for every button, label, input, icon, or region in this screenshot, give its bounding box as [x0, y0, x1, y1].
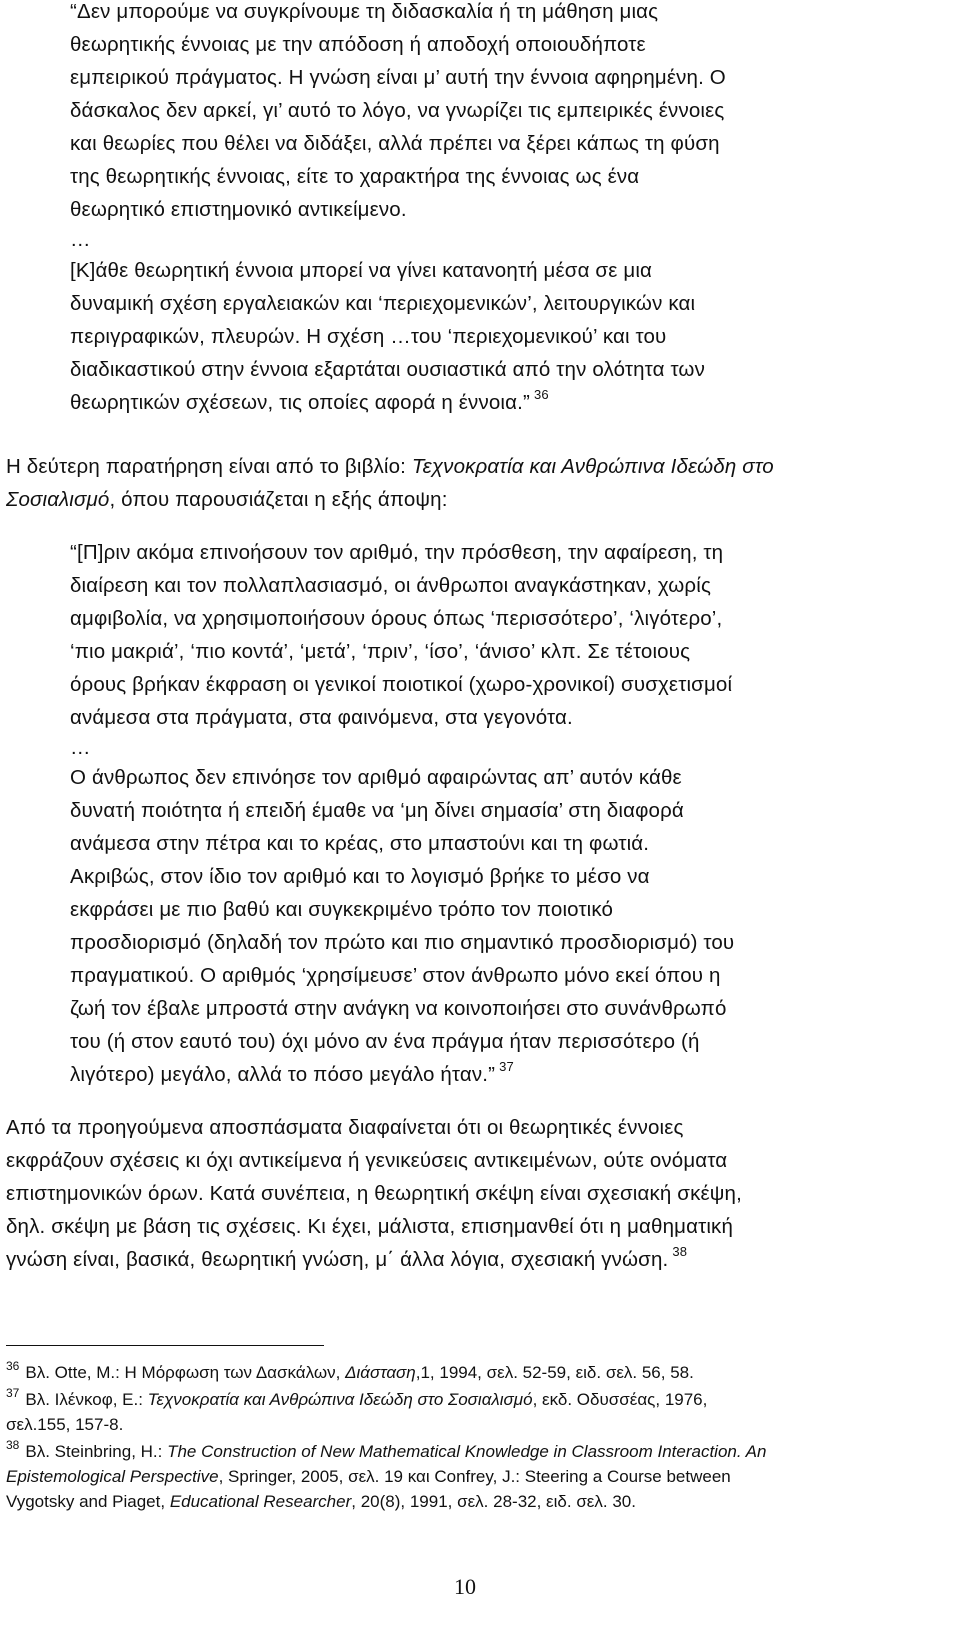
footnote-38-cont2: Vygotsky and Piaget, Educational Researcher, 20(8), 1991, σελ. 28-32, ειδ. σελ. 30.	[6, 1492, 636, 1511]
quote-line-last: θεωρητικών σχέσεων, τις οποίες αφορά η έννοια.” $^{36}$	[70, 387, 549, 414]
quote-line: θεωρητικό επιστημονικό αντικείμενο.	[70, 198, 407, 221]
page-number: 10	[454, 1574, 476, 1599]
body-line: Η δεύτερη παρατήρηση είναι από το βιβλίο: Τεχνοκρατία και Ανθρώπινα Ιδεώδη στο	[6, 455, 774, 478]
body-line: Σοσιαλισμό, όπου παρουσιάζεται η εξής άποψη:	[6, 488, 448, 511]
quote-line: “[Π]ριν ακόμα επινοήσουν τον αριθμό, την πρόσθεση, την αφαίρεση, τη	[70, 541, 724, 564]
body-line: Από τα προηγούμενα αποσπάσματα διαφαίνεται ότι οι θεωρητικές έννοιες	[6, 1116, 684, 1139]
quote-line: ζωή τον έβαλε μπροστά στην ανάγκη να κοινοποιήσει στο συνάνθρωπό	[70, 997, 727, 1020]
quote-line: Ο άνθρωπος δεν επινόησε τον αριθμό αφαιρώντας απ’ αυτόν κάθε	[70, 766, 682, 789]
footnote-37: $^{37}$ Βλ. Ιλένκοφ, Ε.: Τεχνοκρατία και Ανθρώπινα Ιδεώδη στο Σοσιαλισμό, εκδ. Οδυσσέας, 1976,	[6, 1386, 708, 1409]
quote-line: δάσκαλος δεν αρκεί, γι’ αυτό το λόγο, να γνωρίζει τις εμπειρικές έννοιες	[70, 99, 725, 122]
body-line: επιστημονικών όρων. Κατά συνέπεια, η θεωρητική σκέψη είναι σχεσιακή σκέψη,	[6, 1182, 742, 1205]
quote-line: δυνατή ποιότητα ή επειδή έμαθε να ‘μη δίνει σημασία’ στη διαφορά	[70, 799, 684, 822]
quote-line: εκφράσει με πιο βαθύ και συγκεκριμένο τρόπο τον ποιοτικό	[70, 898, 614, 921]
quote-line: αμφιβολία, να χρησιμοποιήσουν όρους όπως ‘περισσότερο’, ‘λιγότερο’,	[70, 607, 723, 630]
quote-line: εμπειρικού πράγματος. Η γνώση είναι μ’ αυτή την έννοια αφηρημένη. Ο	[70, 66, 726, 89]
book-title: Τεχνοκρατία και Ανθρώπινα Ιδεώδη στο	[411, 455, 774, 478]
footnote-37-cont: σελ.155, 157-8.	[6, 1415, 124, 1434]
quote-line: ανάμεσα στα πράγματα, στα φαινόμενα, στα γεγονότα.	[70, 706, 573, 729]
footnote-36: $^{36}$ Βλ. Otte, M.: Η Μόρφωση των Δασκάλων, Διάσταση,1, 1994, σελ. 52-59, ειδ. σελ. 56, 58.	[6, 1359, 694, 1382]
footnote-ref-36[interactable]: 36	[533, 387, 549, 402]
quote-line: θεωρητικής έννοιας με την απόδοση ή αποδοχή οποιουδήποτε	[70, 33, 646, 56]
body-line: δηλ. σκέψη με βάση τις σχέσεις. Κι έχει, μάλιστα, επισημανθεί ότι η μαθηματική	[6, 1215, 733, 1238]
quote-line: διαδικαστικού στην έννοια εξαρτάται ουσιαστικά από την ολότητα των	[70, 358, 705, 381]
quote-line: [Κ]άθε θεωρητική έννοια μπορεί να γίνει κατανοητή μέσα σε μια	[70, 259, 653, 282]
quote-line: διαίρεση και τον πολλαπλασιασμό, οι άνθρωποι αναγκάστηκαν, χωρίς	[70, 574, 711, 597]
footnote-ref-37[interactable]: 37	[499, 1059, 514, 1074]
footnote-ref-38[interactable]: 38	[672, 1244, 688, 1259]
ellipsis-line: …	[70, 228, 91, 251]
quote-line: του (ή στον εαυτό του) όχι μόνο αν ένα πράγμα ήταν περισσότερο (ή	[70, 1030, 700, 1053]
footnote-38: $^{38}$ Βλ. Steinbring, H.: The Construction of New Mathematical Knowledge in Classroom Interaction. An	[6, 1438, 767, 1461]
quote-line: ‘πιο μακριά’, ‘πιο κοντά’, ‘μετά’, ‘πριν’, ‘ίσο’, ‘άνισο’ κλπ. Σε τέτοιους	[70, 640, 691, 663]
quote-line: πραγματικού. Ο αριθμός ‘χρησίμευσε’ στον άνθρωπο μόνο εκεί όπου η	[70, 964, 721, 987]
footnote-separator	[6, 1345, 324, 1346]
quote-line: όρους βρήκαν έκφραση οι γενικοί ποιοτικοί (χωρο-χρονικοί) συσχετισμοί	[70, 673, 733, 696]
quote-line: “Δεν μπορούμε να συγκρίνουμε τη διδασκαλία ή τη μάθηση μιας	[70, 0, 659, 23]
footnote-38-cont: Epistemological Perspective, Springer, 2005, σελ. 19 και Confrey, J.: Steering a Course between	[6, 1467, 731, 1486]
ellipsis-line: …	[70, 736, 91, 759]
quote-line: και θεωρίες που θέλει να διδάξει, αλλά πρέπει να ξέρει κάπως τη φύση	[70, 132, 720, 155]
quote-line: περιγραφικών, πλευρών. Η σχέση …του ‘περιεχομενικού’ και του	[70, 325, 667, 348]
quote-line: προσδιορισμό (δηλαδή τον πρώτο και πιο σημαντικό προσδιορισμό) του	[70, 931, 735, 954]
quote-line: ανάμεσα στην πέτρα και το κρέας, στο μπαστούνι και τη φωτιά.	[70, 832, 650, 855]
quote-line: Ακριβώς, στον ίδιο τον αριθμό και το λογισμό βρήκε το μέσο να	[70, 865, 650, 888]
body-line-last: γνώση είναι, βασικά, θεωρητική γνώση, μ΄ άλλα λόγια, σχεσιακή γνώση. $^{38}$	[6, 1244, 688, 1271]
body-line: εκφράζουν σχέσεις κι όχι αντικείμενα ή γενικεύσεις αντικειμένων, ούτε ονόματα	[6, 1149, 728, 1172]
quote-line: της θεωρητικής έννοιας, είτε το χαρακτήρα της έννοιας ως ένα	[70, 165, 640, 188]
quote-line-last: λιγότερο) μεγάλο, αλλά το πόσο μεγάλο ήταν.” $^{37}$	[70, 1059, 514, 1086]
quote-line: δυναμική σχέση εργαλειακών και ‘περιεχομενικών’, λειτουργικών και	[70, 292, 696, 315]
book-title-cont: Σοσιαλισμό	[6, 488, 110, 511]
